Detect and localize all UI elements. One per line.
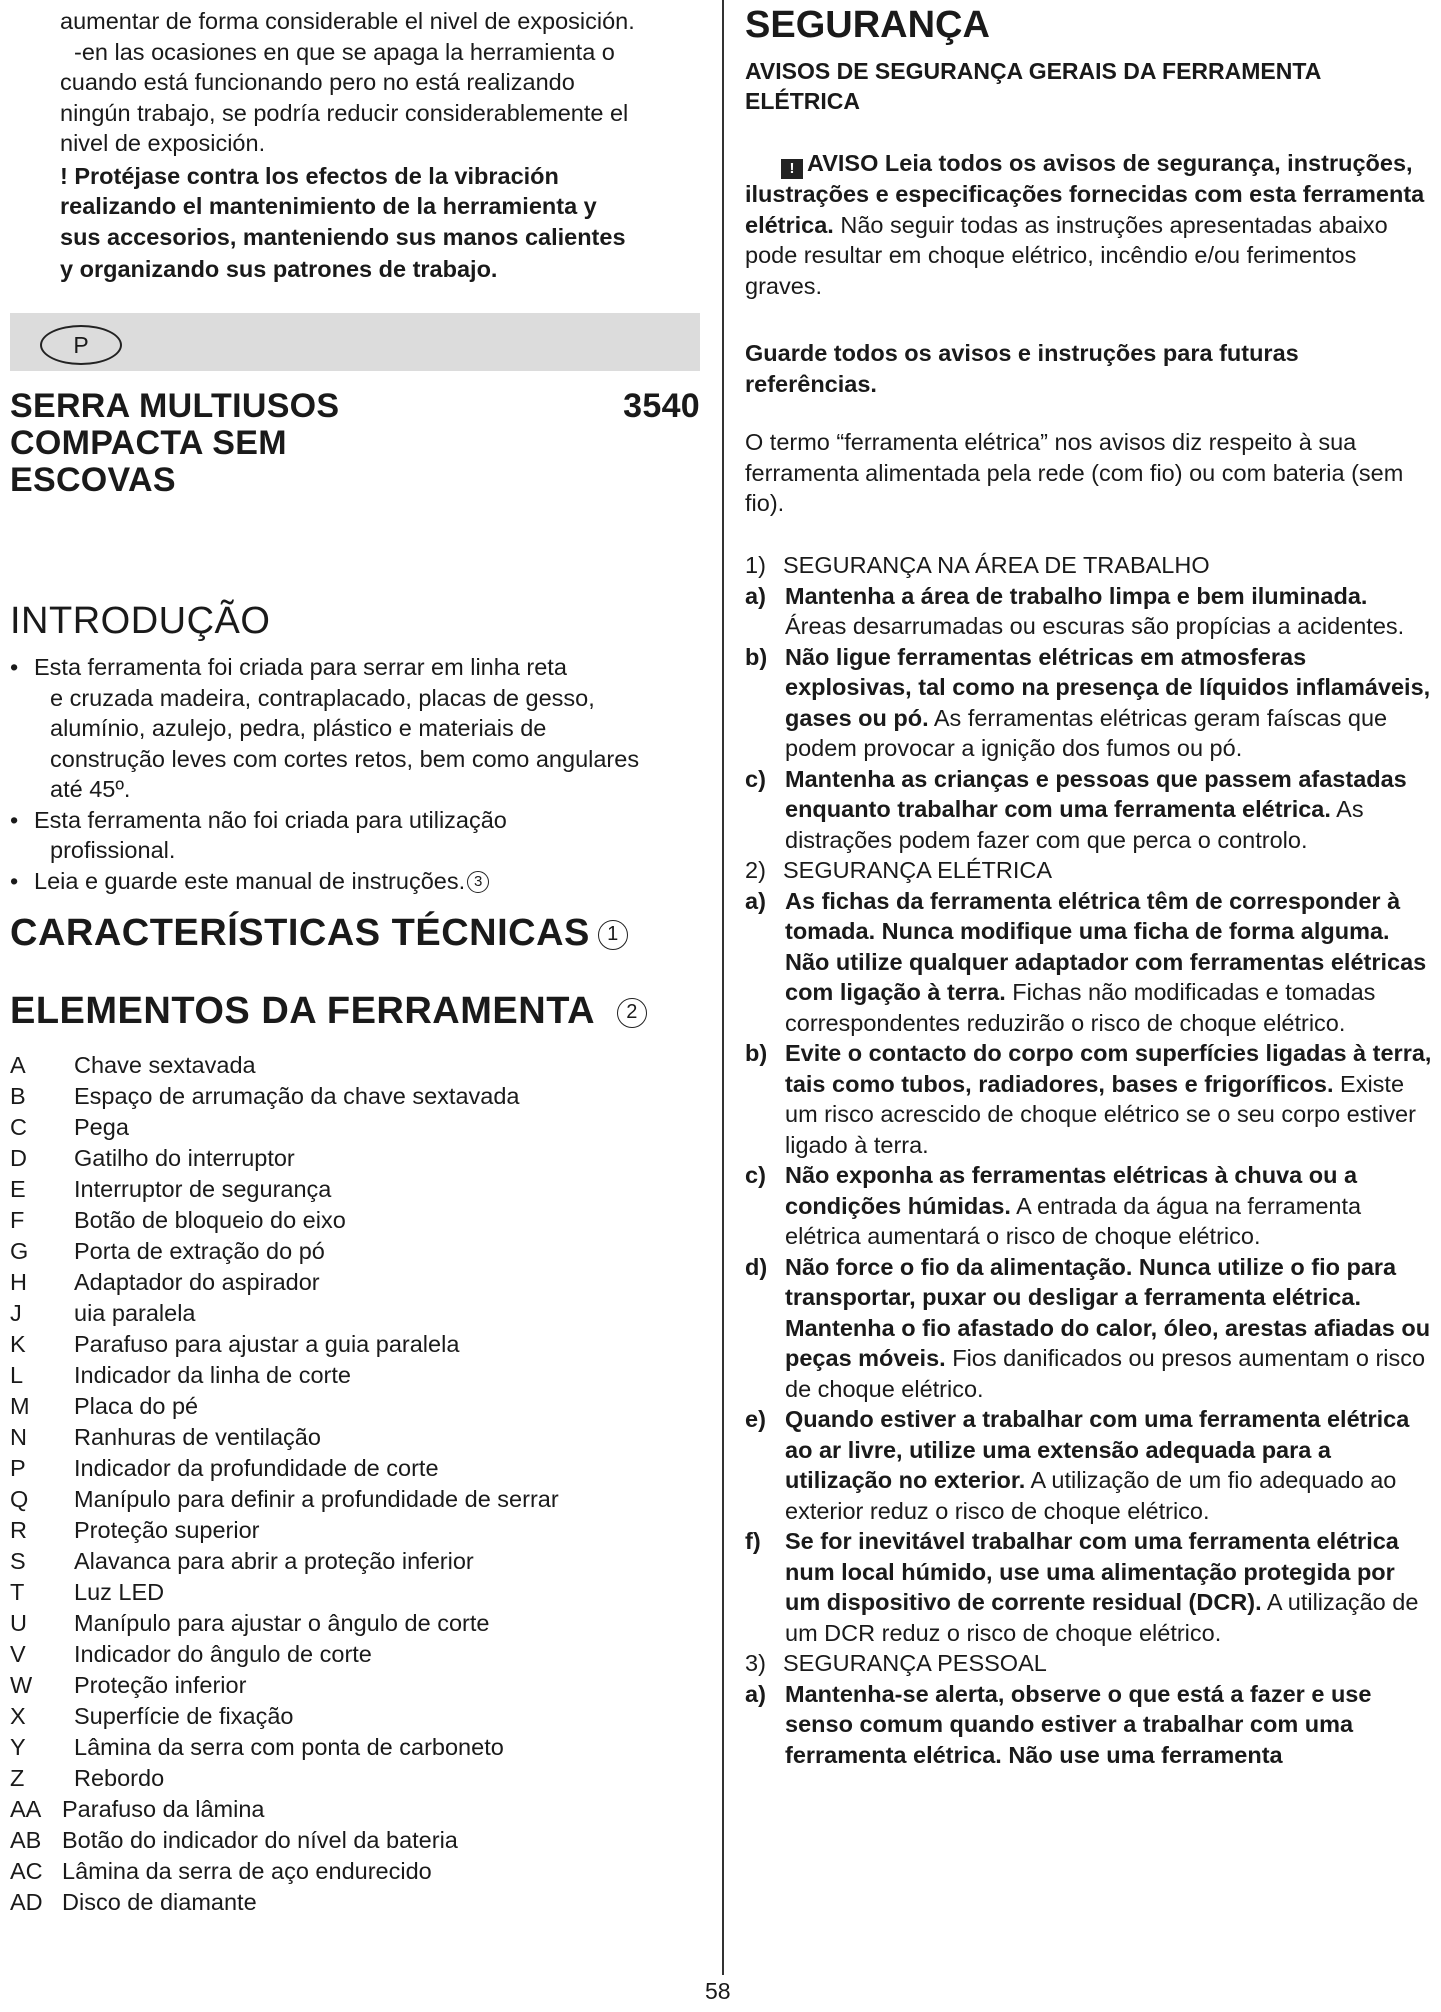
safety-rule [745, 1160, 1435, 1252]
section-title: SEGURANÇA PESSOAL [783, 1650, 1047, 1676]
rule-letter: c) [745, 1162, 766, 1188]
rule-letter: a) [745, 887, 766, 914]
rule-bold: Quando estiver a trabalhar com uma ferramenta elétrica ao ar livre, utilize uma extensão adequada para a utilização no exterior. [785, 1406, 1410, 1493]
model-number: 3540 [623, 387, 700, 425]
rule-text: As distrações podem fazer com que perca o controlo. [785, 796, 1364, 853]
warning-bold: AVISO Leia todos os avisos de segurança, instruções, ilustrações e especificações fornecidas com esta ferramenta elétrica. [745, 150, 1425, 238]
text-line: ningún trabajo, se podría reducir considerablemente el [60, 99, 629, 126]
part-label: Indicador do ângulo de corte [74, 1641, 372, 1667]
part-row [10, 1422, 700, 1453]
part-row [10, 1329, 700, 1360]
part-row [10, 1112, 700, 1143]
rule-bold: Não ligue ferramentas elétricas em atmosferas explosivas, tal como na presença de líquidos inflamáveis, gases ou pó. [785, 643, 1431, 731]
bullet-text: profissional. [50, 837, 176, 863]
warning-paragraph [745, 148, 1435, 301]
part-label: Disco de diamante [62, 1889, 257, 1915]
safety-rule [745, 1404, 1435, 1526]
safety-section-heading [745, 1648, 1435, 1679]
list-item [10, 866, 700, 897]
term-paragraph: O termo “ferramenta elétrica” nos avisos diz respeito à sua ferramenta alimentada pela rede (com fio) ou com bateria (sem fio). [745, 429, 1404, 516]
part-row [10, 1577, 700, 1608]
part-key: C [10, 1114, 27, 1140]
part-label: Parafuso para ajustar a guia paralela [74, 1331, 460, 1357]
section-number: 1) [745, 552, 766, 578]
rule-bold: Mantenha a área de trabalho limpa e bem iluminada. [785, 582, 1368, 609]
bullet-text: Leia e guarde este manual de instruções. [34, 867, 466, 894]
part-key: V [10, 1641, 26, 1667]
part-row [10, 1484, 700, 1515]
figure-ref-badge: 3 [467, 871, 489, 893]
section-number: 3) [745, 1650, 766, 1676]
safety-rule [745, 1038, 1435, 1160]
part-label: Parafuso da lâmina [62, 1796, 265, 1822]
rule-letter: b) [745, 643, 768, 670]
part-key: K [10, 1331, 26, 1357]
bullet-text: construção leves com cortes retos, bem como angulares [50, 745, 640, 772]
part-label: Adaptador do aspirador [74, 1269, 320, 1295]
safety-section-heading [745, 550, 1435, 581]
warning-text: Não seguir todas as instruções apresentadas abaixo pode resultar em choque elétrico, incêndio e/ou ferimentos graves. [745, 211, 1388, 299]
part-key: L [10, 1362, 24, 1388]
specs-heading-text: CARACTERÍSTICAS TÉCNICAS [10, 912, 590, 954]
rule-bold: Não exponha as ferramentas elétricas à chuva ou a condições húmidas. [785, 1162, 1358, 1219]
part-row [10, 1670, 700, 1701]
part-row [10, 1143, 700, 1174]
part-row [10, 1825, 700, 1856]
part-label: Botão de bloqueio do eixo [74, 1207, 346, 1233]
part-key: Y [10, 1734, 26, 1760]
safety-rule [745, 1679, 1435, 1771]
part-label: Pega [74, 1114, 129, 1140]
text-line: ! Protéjase contra los efectos de la vibración [60, 162, 559, 189]
part-label: Chave sextavada [74, 1052, 256, 1078]
part-key: Z [10, 1765, 25, 1791]
product-title [10, 388, 700, 499]
rule-text: Áreas desarrumadas ou escuras são propícias a acidentes. [785, 613, 1405, 639]
section-title: SEGURANÇA ELÉTRICA [783, 857, 1053, 883]
elements-heading-text: ELEMENTOS DA FERRAMENTA [10, 990, 596, 1032]
intro-heading: INTRODUÇÃO [10, 600, 271, 642]
rule-letter: f) [745, 1528, 761, 1554]
part-label: Indicador da linha de corte [74, 1362, 351, 1388]
safety-section-heading [745, 855, 1435, 886]
parts-list [10, 1050, 700, 1918]
part-key: T [10, 1579, 25, 1605]
rule-text: A utilização de um DCR reduz o risco de choque elétrico. [785, 1589, 1419, 1646]
rule-letter: e) [745, 1406, 766, 1432]
part-key: E [10, 1176, 26, 1202]
part-key: B [10, 1083, 26, 1109]
part-row [10, 1515, 700, 1546]
part-label: Alavanca para abrir a proteção inferior [74, 1548, 474, 1574]
rule-text: As ferramentas elétricas geram faíscas que podem provocar a ignição dos fumos ou pó. [785, 704, 1388, 761]
part-row [10, 1205, 700, 1236]
rule-letter: a) [745, 582, 766, 609]
part-key: S [10, 1548, 26, 1574]
part-label: Manípulo para ajustar o ângulo de corte [74, 1610, 490, 1636]
specs-heading [10, 912, 628, 955]
text-line: -en las ocasiones en que se apaga la herramienta o [74, 38, 615, 65]
rule-letter: b) [745, 1040, 768, 1066]
part-row [10, 1174, 700, 1205]
part-label: Placa do pé [74, 1393, 199, 1419]
part-label: Botão do indicador do nível da bateria [62, 1827, 458, 1853]
rule-bold: Evite o contacto do corpo com superfícies ligadas à terra, tais como tubos, radiadores, bases e frigoríficos. [785, 1040, 1432, 1097]
part-row [10, 1391, 700, 1422]
bullet-text: Esta ferramenta foi criada para serrar em linha reta [34, 654, 567, 680]
part-key: M [10, 1393, 30, 1419]
rule-text: Existe um risco acrescido de choque elétrico se o seu corpo estiver ligado à terra. [785, 1070, 1416, 1158]
part-row [10, 1608, 700, 1639]
part-key: P [10, 1455, 26, 1481]
rule-letter: c) [745, 765, 766, 792]
part-key: R [10, 1517, 27, 1543]
part-row [10, 1732, 700, 1763]
list-item [10, 805, 700, 866]
part-row [10, 1267, 700, 1298]
part-row [10, 1856, 700, 1887]
safety-rule [745, 642, 1435, 764]
text-line: cuando está funcionando pero no está realizando [60, 69, 575, 95]
rule-letter: d) [745, 1253, 768, 1280]
rule-text: A entrada da água na ferramenta elétrica aumentará o risco de choque elétrico. [785, 1192, 1362, 1249]
part-label: Lâmina da serra de aço endurecido [62, 1858, 432, 1884]
product-line: ESCOVAS [10, 461, 176, 499]
section-title: SEGURANÇA NA ÁREA DE TRABALHO [783, 552, 1210, 578]
part-row [10, 1887, 700, 1918]
safety-rule [745, 886, 1435, 1039]
part-key: H [10, 1269, 27, 1295]
part-row [10, 1763, 700, 1794]
column-divider [722, 0, 724, 1975]
part-key: N [10, 1424, 27, 1450]
part-row [10, 1794, 700, 1825]
text-line: realizando el mantenimiento de la herramienta y [60, 193, 597, 219]
part-label: uia paralela [74, 1300, 196, 1326]
bullet-text: Esta ferramenta não foi criada para utilização [34, 806, 507, 833]
part-label: Manípulo para definir a profundidade de serrar [74, 1486, 559, 1512]
part-row [10, 1081, 700, 1112]
safety-heading: SEGURANÇA [745, 4, 990, 46]
bullet-dot: • [10, 806, 19, 833]
part-row [10, 1298, 700, 1329]
safety-rule [745, 1252, 1435, 1405]
part-key: G [10, 1238, 29, 1264]
bullet-dot: • [10, 654, 19, 680]
part-label: Gatilho do interruptor [74, 1145, 295, 1171]
safety-rule [745, 581, 1435, 642]
bullet-text: até 45º. [50, 776, 131, 802]
part-label: Interruptor de segurança [74, 1176, 332, 1202]
product-line: COMPACTA SEM [10, 424, 287, 462]
text-line: aumentar de forma considerable el nivel de exposición. [60, 8, 635, 34]
part-key: Q [10, 1486, 29, 1512]
rule-text: Fichas não modificadas e tomadas correspondentes reduzirão o risco de choque elétrico. [785, 979, 1376, 1036]
keep-instructions: Guarde todos os avisos e instruções para futuras referências. [745, 340, 1299, 397]
part-label: Superfície de fixação [74, 1703, 294, 1729]
part-label: Ranhuras de ventilação [74, 1424, 321, 1450]
rule-bold: Mantenha as crianças e pessoas que passem afastadas enquanto trabalhar com uma ferramenta elétrica. [785, 765, 1407, 822]
part-key: A [10, 1052, 26, 1078]
warning-icon: ! [781, 159, 803, 179]
rule-bold: As fichas da ferramenta elétrica têm de corresponder à tomada. Nunca modifique uma ficha de forma alguma. Não utilize qualquer adaptador com ferramentas elétricas com ligação à terra. [785, 887, 1427, 1005]
section-number: 2) [745, 857, 766, 883]
part-row [10, 1639, 700, 1670]
part-label: Rebordo [74, 1765, 165, 1791]
rule-letter: a) [745, 1680, 766, 1707]
part-label: Lâmina da serra com ponta de carboneto [74, 1734, 504, 1760]
part-row [10, 1050, 700, 1081]
part-key: D [10, 1145, 27, 1171]
text-line: nivel de exposición. [60, 130, 266, 156]
rule-bold: Se for inevitável trabalhar com uma ferramenta elétrica num local húmido, use uma alimentação protegida por um dispositivo de corrente residual (DCR). [785, 1528, 1399, 1615]
part-label: Proteção inferior [74, 1672, 247, 1698]
bullet-text: e cruzada madeira, contraplacado, placas de gesso, [50, 684, 595, 711]
part-row [10, 1236, 700, 1267]
text-line: sus accesorios, manteniendo sus manos calientes [60, 223, 626, 250]
part-key: J [10, 1300, 22, 1326]
bullet-dot: • [10, 867, 19, 894]
part-row [10, 1701, 700, 1732]
part-label: Porta de extração do pó [74, 1238, 325, 1264]
part-key: X [10, 1703, 26, 1729]
part-key: AB [10, 1827, 42, 1853]
part-label: Indicador da profundidade de corte [74, 1455, 439, 1481]
rule-text: A utilização de um fio adequado ao exterior reduz o risco de choque elétrico. [785, 1467, 1397, 1524]
product-line: SERRA MULTIUSOS [10, 387, 340, 425]
safety-rule [745, 764, 1435, 856]
list-item [10, 652, 700, 805]
part-row [10, 1360, 700, 1391]
figure-ref-badge: 2 [617, 998, 647, 1028]
part-label: Espaço de arrumação da chave sextavada [74, 1083, 520, 1109]
elements-heading [10, 990, 647, 1033]
rule-bold: Mantenha-se alerta, observe o que está a fazer e use senso comum quando estiver a trabalhar com uma ferramenta elétrica. Não use uma ferramenta [785, 1680, 1372, 1768]
part-label: Proteção superior [74, 1517, 260, 1543]
safety-rules [745, 550, 1435, 1770]
part-key: AA [10, 1796, 42, 1822]
continuation-text [60, 6, 710, 285]
part-key: AC [10, 1858, 43, 1884]
text-line: y organizando sus patrones de trabajo. [60, 256, 498, 282]
safety-subheading: AVISOS DE SEGURANÇA GERAIS DA FERRAMENTA ELÉTRICA [745, 58, 1321, 114]
safety-rule [745, 1526, 1435, 1648]
part-key: W [10, 1672, 33, 1698]
intro-bullets [10, 652, 700, 896]
part-key: F [10, 1207, 25, 1233]
bullet-text: alumínio, azulejo, pedra, plástico e materiais de [50, 715, 547, 741]
part-row [10, 1546, 700, 1577]
rule-bold: Não force o fio da alimentação. Nunca utilize o fio para transportar, puxar ou desligar a ferramenta elétrica. Mantenha o fio afastado do calor, óleo, arestas afiadas ou peças móveis. [785, 1253, 1431, 1371]
page-number: 58 [705, 1978, 731, 2004]
language-badge: P [40, 325, 122, 365]
rule-text: Fios danificados ou presos aumentam o risco de choque elétrico. [785, 1345, 1426, 1402]
part-row [10, 1453, 700, 1484]
figure-ref-badge: 1 [598, 920, 628, 950]
part-key: AD [10, 1889, 43, 1915]
part-key: U [10, 1610, 27, 1636]
part-label: Luz LED [74, 1579, 165, 1605]
